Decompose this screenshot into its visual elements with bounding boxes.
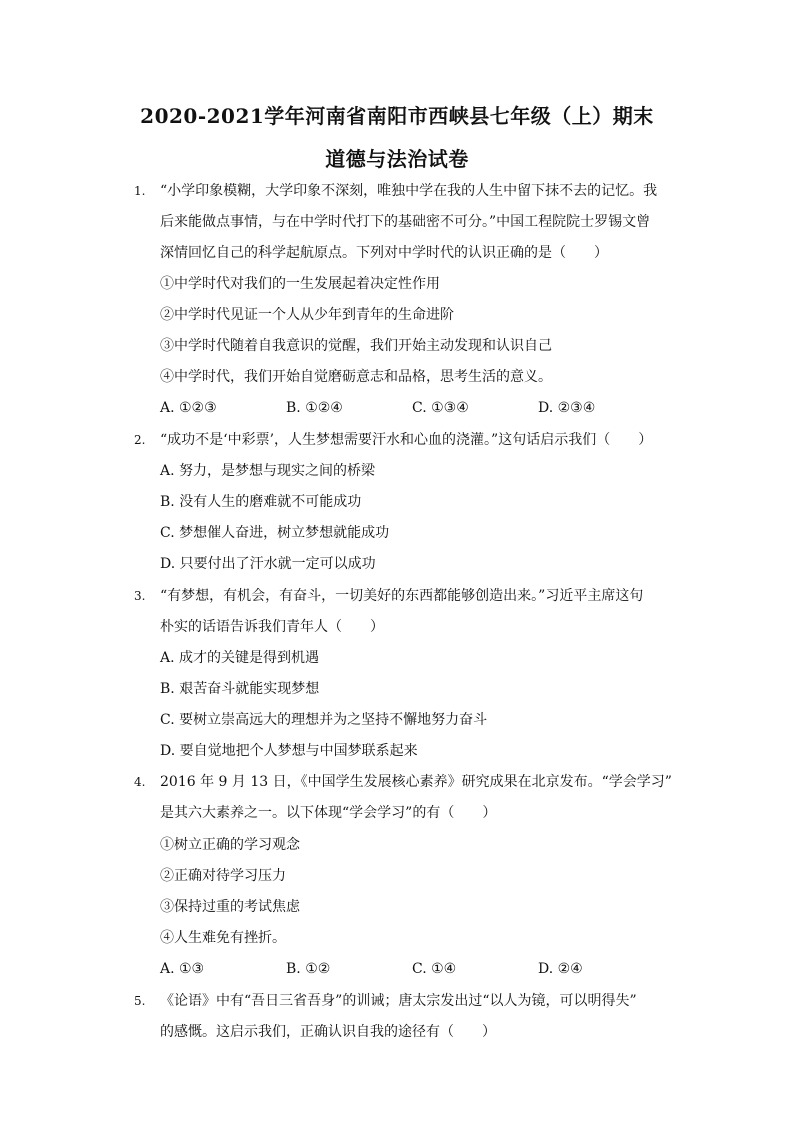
answer-option-c: C. 梦想催人奋进，树立梦想就能成功 xyxy=(160,525,390,541)
statement-item: ③中学时代随着自我意识的觉醒，我们开始主动发现和认识自己 xyxy=(160,338,552,354)
statement-item: ①中学时代对我们的一生发展起着决定性作用 xyxy=(160,276,440,292)
answer-option-c: C. ①④ xyxy=(412,961,457,977)
statement-item: ①树立正确的学习观念 xyxy=(160,837,300,853)
question-number: 2. xyxy=(134,433,146,447)
statement-item: ④中学时代，我们开始自觉磨砺意志和品格，思考生活的意义。 xyxy=(160,369,552,385)
exam-title-line-2: 道德与法治试卷 xyxy=(325,147,469,171)
question-number: 1. xyxy=(134,184,146,198)
question-text: “成功不是‘中彩票’，人生梦想需要汗水和心血的浇灌。”这句话启示我们（ ） xyxy=(160,432,653,448)
answer-option-b: B. ①②④ xyxy=(286,400,343,416)
answer-option-d: D. 只要付出了汗水就一定可以成功 xyxy=(160,556,376,572)
statement-item: ②正确对待学习压力 xyxy=(160,868,286,884)
answer-option-a: A. ①②③ xyxy=(160,400,217,416)
exam-title-line-1: 2020-2021学年河南省南阳市西峡县七年级（上）期末 xyxy=(140,104,654,128)
question-text: 的感慨。这启示我们，正确认识自我的途径有（ ） xyxy=(160,1024,496,1040)
answer-option-b: B. 艰苦奋斗就能实现梦想 xyxy=(160,681,320,697)
answer-option-b: B. ①② xyxy=(286,961,331,977)
question-text: 深情回忆自己的科学起航原点。下列对中学时代的认识正确的是（ ） xyxy=(160,245,608,261)
answer-option-d: D. 要自觉地把个人梦想与中国梦联系起来 xyxy=(160,743,418,759)
question-text: 2016 年 9 月 13 日，《中国学生发展核心素养》研究成果在北京发布。“学会学习” xyxy=(160,774,672,790)
answer-option-b: B. 没有人生的磨难就不可能成功 xyxy=(160,494,362,510)
answer-option-a: A. 成才的关键是得到机遇 xyxy=(160,650,320,666)
question-text: “小学印象模糊，大学印象不深刻，唯独中学在我的人生中留下抹不去的记忆。我 xyxy=(160,183,658,199)
statement-item: ②中学时代见证一个人从少年到青年的生命进阶 xyxy=(160,307,454,323)
question-number: 5. xyxy=(134,994,146,1008)
answer-option-d: D. ②③④ xyxy=(538,400,596,416)
question-text: “有梦想，有机会，有奋斗，一切美好的东西都能够创造出来。”习近平主席这句 xyxy=(160,588,644,604)
answer-option-c: C. 要树立崇高远大的理想并为之坚持不懈地努力奋斗 xyxy=(160,712,488,728)
question-text: 《论语》中有“吾日三省吾身”的训诫；唐太宗发出过“以人为镜，可以明得失” xyxy=(160,993,637,1009)
question-number: 4. xyxy=(134,775,146,789)
statement-item: ④人生难免有挫折。 xyxy=(160,930,286,946)
question-number: 3. xyxy=(134,589,146,603)
question-text: 是其六大素养之一。以下体现“学会学习”的有（ ） xyxy=(160,805,497,821)
answer-option-a: A. 努力，是梦想与现实之间的桥梁 xyxy=(160,463,376,479)
answer-option-a: A. ①③ xyxy=(160,961,205,977)
answer-option-d: D. ②④ xyxy=(538,961,583,977)
question-text: 朴实的话语告诉我们青年人（ ） xyxy=(160,619,384,635)
statement-item: ③保持过重的考试焦虑 xyxy=(160,899,300,915)
question-text: 后来能做点事情，与在中学时代打下的基础密不可分。”中国工程院院士罗锡文曾 xyxy=(160,214,651,230)
answer-option-c: C. ①③④ xyxy=(412,400,469,416)
